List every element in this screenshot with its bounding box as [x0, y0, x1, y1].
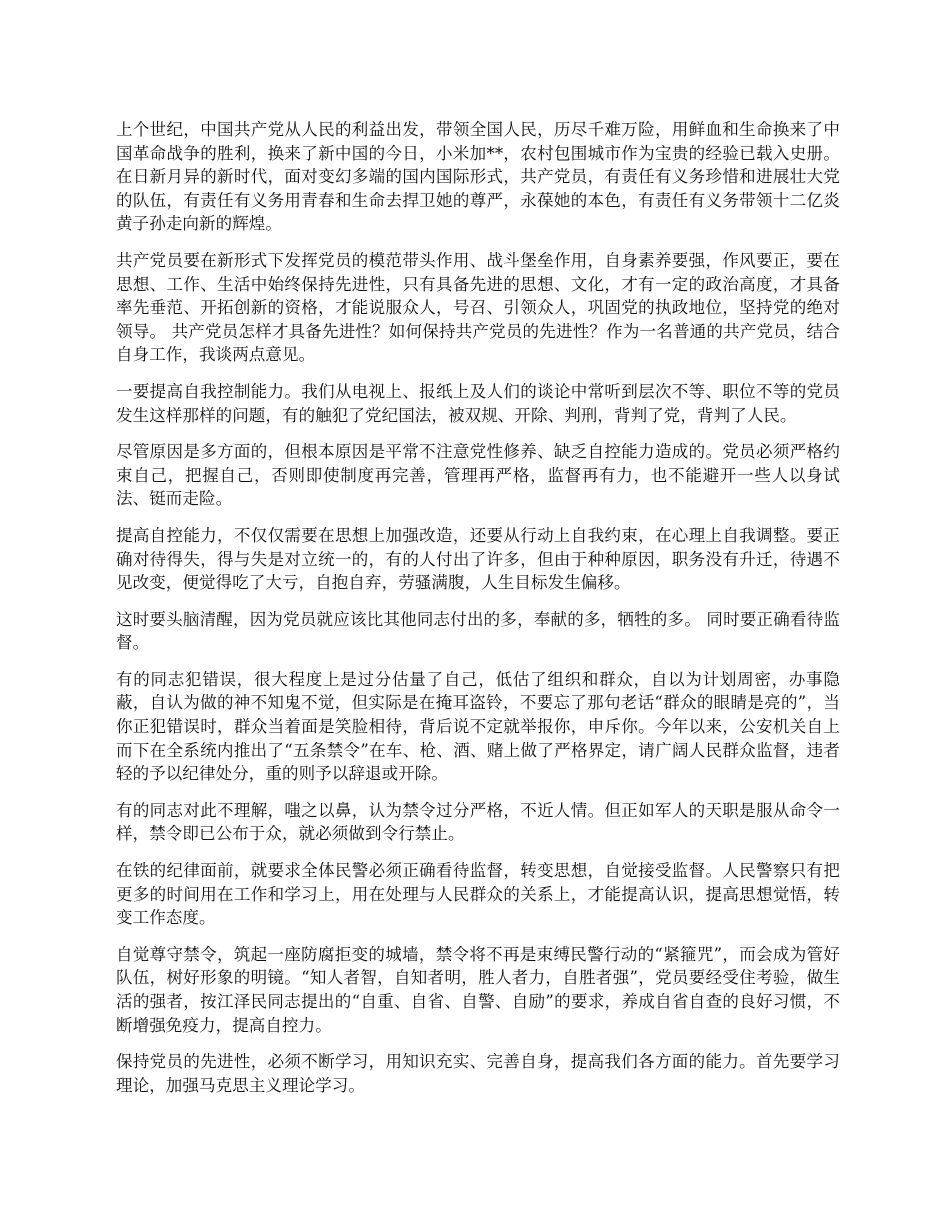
paragraph: 尽管原因是多方面的，但根本原因是平常不注意党性修养、缺乏自控能力造成的。党员必须严格约束自己，把握自己，否则即使制度再完善，管理再严格，监督再有力，也不能避开一些人以身试法、铤而走险。 — [116, 442, 840, 509]
paragraph: 这时要头脑清醒，因为党员就应该比其他同志付出的多，奉献的多，牺牲的多。 同时要正确看待监督。 — [116, 609, 840, 653]
paragraph: 保持党员的先进性，必须不断学习，用知识充实、完善自身，提高我们各方面的能力。首先要学习理论，加强马克思主义理论学习。 — [116, 1052, 840, 1095]
paragraph: 提高自控能力，不仅仅需要在思想上加强改造，还要从行动上自我约束，在心理上自我调整。要正确对待得失，得与失是对立统一的，有的人付出了许多，但由于种种原因，职务没有升迁，待遇不见改变，便觉得吃了大亏，自抱自弃，劳骚满腹，人生目标发生偏移。 — [116, 525, 840, 593]
paragraph: 有的同志犯错误，很大程度上是过分估量了自己，低估了组织和群众，自以为计划周密，办事隐蔽，自认为做的神不知鬼不觉，但实际是在掩耳盗铃，不要忘了那句老话“群众的眼睛是亮的”，当你正犯错误时，群众当着面是笑脸相待，背后说不定就举报你，申斥你。今年以来，公安机关自上而下在全系统内推出了“五条禁令”在车、枪、酒、赌上做了严格界定，请广阔人民群众监督，违者轻的予以纪律处分，重的则予以辞退或开除。 — [116, 669, 840, 784]
paragraph: 在铁的纪律面前，就要求全体民警必须正确看待监督，转变思想，自觉接受监督。人民警察只有把更多的时间用在工作和学习上，用在处理与人民群众的关系上，才能提高认识，提高思想觉悟，转变工作态度。 — [116, 861, 840, 928]
paragraph: 上个世纪，中国共产党从人民的利益出发，带领全国人民，历尽千难万险，用鲜血和生命换来了中国革命战争的胜利，换来了新中国的今日，小米加**，农村包围城市作为宝贵的经验已载入史册。在日新月异的新时代，面对变幻多端的国内国际形式，共产党员，有责任有义务珍惜和进展壮大党的队伍，有责任有义务用青春和生命去捍卫她的尊严，永葆她的本色，有责任有义务带领十二亿炎黄子孙走向新的辉煌。 — [116, 120, 840, 234]
paragraph: 有的同志对此不理解，嗤之以鼻，认为禁令过分严格，不近人情。但正如军人的天职是服从命令一样，禁令即已公布于众，就必须做到令行禁止。 — [116, 800, 840, 844]
paragraph: 一要提高自我控制能力。我们从电视上、报纸上及人们的谈论中常听到层次不等、职位不等的党员发生这样那样的问题，有的触犯了党纪国法，被双规、开除、判刑，背判了党，背判了人民。 — [116, 381, 840, 425]
paragraph: 共产党员要在新形式下发挥党员的模范带头作用、战斗堡垒作用，自身素养要强，作风要正，要在思想、工作、生活中始终保持先进性，只有具备先进的思想、文化，才有一定的政治高度，才具备率先垂范、开拓创新的资格，才能说服众人，号召、引领众人，巩固党的执政地位，坚持党的绝对领导。 共产党员怎样才具备先进性？如何保持共产党员的先进性？作为一名普通的共产党员，结合自身工作，我谈两点意见。 — [116, 250, 840, 365]
document-body — [116, 118, 840, 1110]
paragraph: 自觉尊守禁令，筑起一座防腐拒变的城墙，禁令将不再是束缚民警行动的“紧箍咒”，而会成为管好队伍，树好形象的明镜。“知人者智，自知者明，胜人者力，自胜者强”，党员要经受住考验，做生活的强者，按江泽民同志提出的“自重、自省、自警、自励”的要求，养成自省自查的良好习惯，不断增强免疫力，提高自控力。 — [116, 944, 840, 1035]
